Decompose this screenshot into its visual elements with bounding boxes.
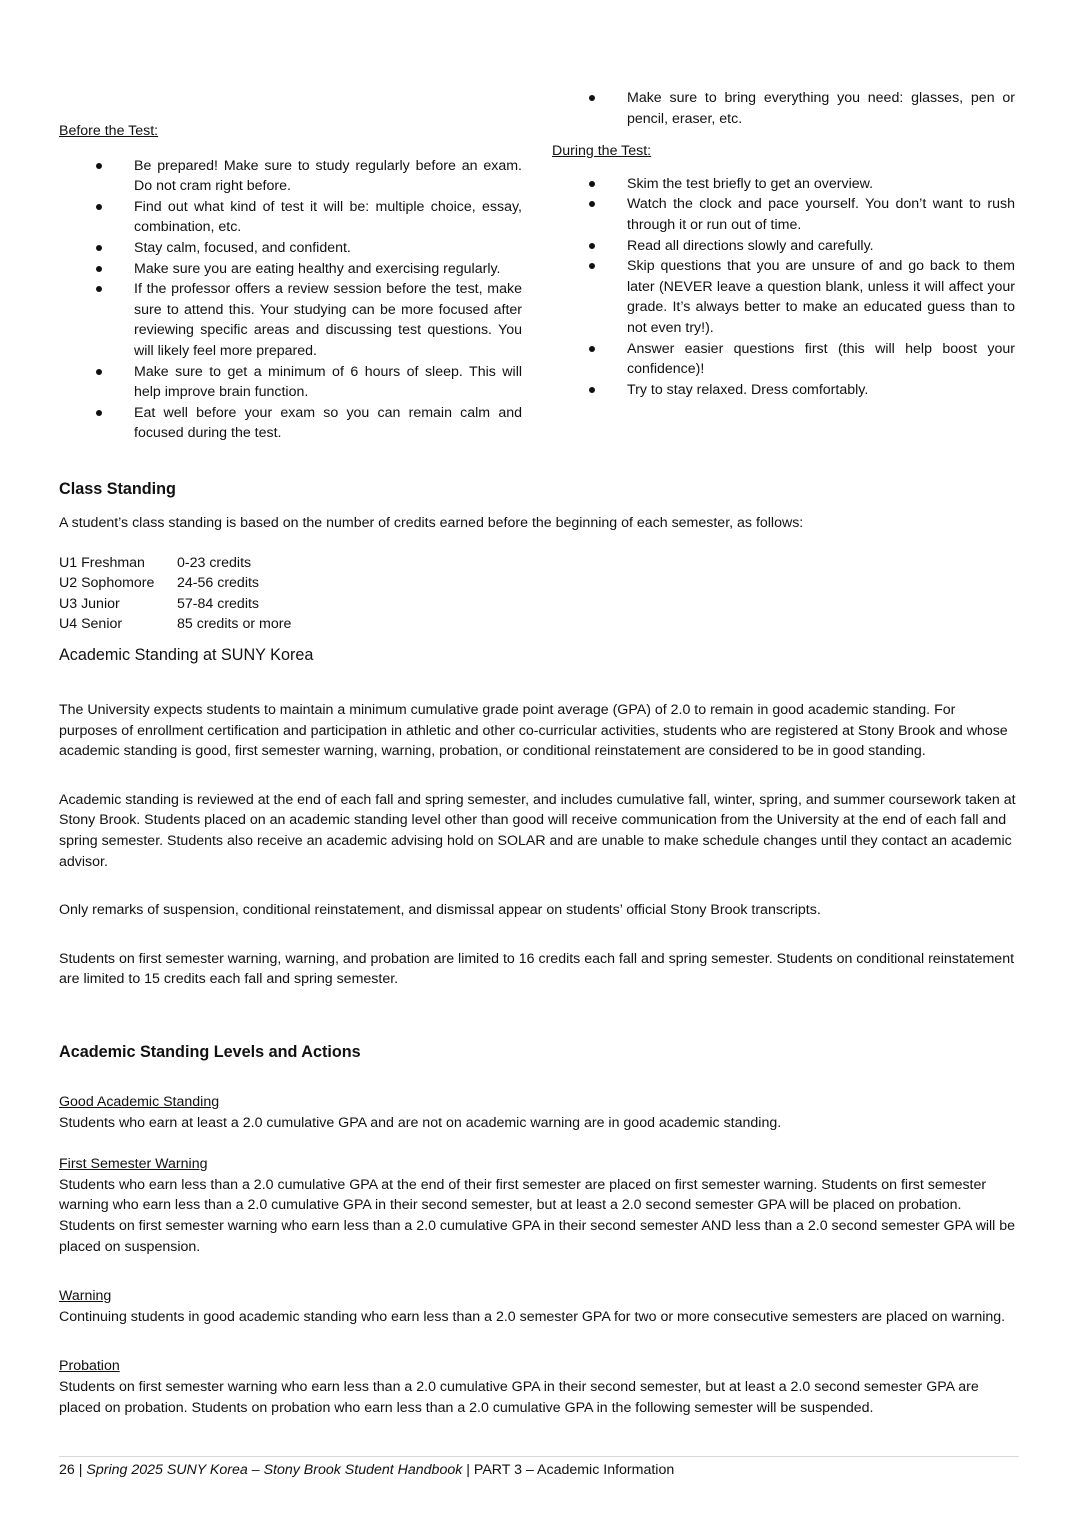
list-item: Answer easier questions first (this will help boost your confidence)! xyxy=(552,339,1015,380)
probation-title: Probation xyxy=(59,1358,120,1375)
during-test-column xyxy=(552,88,1015,400)
bullet-icon xyxy=(589,201,595,207)
publication-title: Spring 2025 SUNY Korea – Stony Brook Student Handbook xyxy=(86,1462,463,1478)
standing-levels-heading: Academic Standing Levels and Actions xyxy=(59,1043,361,1061)
before-test-column xyxy=(59,121,522,444)
academic-standing-paragraph: Only remarks of suspension, conditional reinstatement, and dismissal appear on students’ official Stony Brook transcripts. xyxy=(59,902,821,919)
standing-credits: 24-56 credits xyxy=(177,575,260,592)
during-test-heading: During the Test: xyxy=(552,143,652,160)
bullet-icon xyxy=(589,346,595,352)
academic-standing-paragraph: The University expects students to maintain a minimum cumulative grade point average (GPA) of 2.0 to remain in good academic standing. For purposes of enrollment certification and participation in athletic and other co-curricular activities, students who are registered at Stony Brook and whose academic standing is good, first semester warning, warning, probation, or conditional reinstatement are considered to be in good standing. xyxy=(59,702,1008,760)
class-standing-heading: Class Standing xyxy=(59,480,176,498)
good-standing-text: Students who earn at least a 2.0 cumulative GPA and are not on academic warning are in good academic standing. xyxy=(59,1114,782,1131)
table-row xyxy=(59,614,291,635)
class-standing-intro: A student’s class standing is based on the number of credits earned before the beginning of each semester, as follows: xyxy=(59,515,804,531)
list-item: Eat well before your exam so you can remain calm and focused during the test. xyxy=(59,403,522,444)
standing-credits: 85 credits or more xyxy=(177,616,292,633)
table-row xyxy=(59,594,291,615)
table-row xyxy=(59,553,291,574)
bullet-icon xyxy=(589,243,595,249)
academic-standing-section xyxy=(59,700,1017,990)
class-standing-table xyxy=(59,553,291,635)
academic-standing-paragraph: Academic standing is reviewed at the end of each fall and spring semester, and includes cumulative fall, winter, spring, and summer coursework taken at Stony Brook. Students placed on an academic standing level other than good will receive communication from the University at the end of each fall and spring semester. Students also receive an academic advising hold on SOLAR and are unable to make schedule changes until they contact an academic advisor. xyxy=(59,791,1016,870)
list-item: Watch the clock and pace yourself. You don’t want to rush through it or run out of time. xyxy=(552,194,1015,235)
list-item: Try to stay relaxed. Dress comfortably. xyxy=(552,380,1015,401)
standing-level: U2 Sophomore xyxy=(59,575,155,592)
bullet-icon xyxy=(96,369,102,375)
bullet-icon xyxy=(589,263,595,269)
bullet-icon xyxy=(96,410,102,416)
warning-text: Continuing students in good academic standing who earn less than a 2.0 semester GPA for two or more consecutive semesters are placed on warning. xyxy=(59,1308,1006,1325)
during-test-list xyxy=(552,174,1015,401)
bullet-icon xyxy=(589,95,595,101)
before-test-continued-list xyxy=(59,88,1015,129)
list-item: Skip questions that you are unsure of and go back to them later (NEVER leave a question blank, unless it will affect your grade. It’s always better to make an educated guess than to not even try!). xyxy=(552,256,1015,338)
bullet-icon xyxy=(96,204,102,210)
first-warning-title: First Semester Warning xyxy=(59,1156,208,1173)
list-item: Stay calm, focused, and confident. xyxy=(59,238,522,259)
bullet-icon xyxy=(96,266,102,272)
standing-level: U1 Freshman xyxy=(59,554,145,571)
standing-credits: 57-84 credits xyxy=(177,595,260,612)
bullet-icon xyxy=(96,286,102,292)
list-item: Make sure you are eating healthy and exercising regularly. xyxy=(59,259,522,280)
good-standing-title: Good Academic Standing xyxy=(59,1094,220,1110)
footer-separator: | xyxy=(466,1462,470,1478)
list-item: Read all directions slowly and carefully. xyxy=(552,236,1015,257)
page-number: 26 xyxy=(59,1462,75,1478)
before-test-heading: Before the Test: xyxy=(59,123,159,139)
page-footer xyxy=(59,1460,1019,1480)
probation-text: Students on first semester warning who earn less than a 2.0 cumulative GPA in their second semester, but at least a 2.0 second semester GPA are placed on probation. Students on probation who earn less than a 2.0 cumulative GPA in the following semester will be suspended. xyxy=(59,1378,979,1416)
standing-level: U4 Senior xyxy=(59,616,123,633)
bullet-icon xyxy=(589,387,595,393)
bullet-icon xyxy=(96,245,102,251)
bullet-icon xyxy=(589,181,595,187)
class-standing-section xyxy=(59,478,1017,666)
list-item: Make sure to bring everything you need: glasses, pen or pencil, eraser, etc. xyxy=(552,88,1015,129)
list-item: Find out what kind of test it will be: multiple choice, essay, combination, etc. xyxy=(59,197,522,238)
list-item: Make sure to get a minimum of 6 hours of sleep. This will help improve brain function. xyxy=(59,362,522,403)
footer-divider xyxy=(59,1456,1019,1457)
table-row xyxy=(59,573,291,594)
footer-separator: | xyxy=(78,1462,83,1478)
before-test-list xyxy=(59,156,522,444)
list-item: If the professor offers a review session before the test, make sure to attend this. Your studying can be more focused after reviewing specific areas and discussing test questions. You will likely feel more prepared. xyxy=(59,279,522,361)
warning-title: Warning xyxy=(59,1288,112,1305)
list-item: Be prepared! Make sure to study regularly before an exam. Do not cram right before. xyxy=(59,156,522,197)
first-warning-text: Students who earn less than a 2.0 cumulative GPA at the end of their first semester are placed on first semester warning. Students on first semester warning who earn less than a 2.0 cumulative GPA in their second semester, but at least a 2.0 second semester GPA will be placed on probation. Students on first semester warning who earn less than a 2.0 cumulative GPA in their second semester AND less than a 2.0 second semester GPA will be placed on suspension. xyxy=(59,1176,1016,1255)
academic-standing-paragraph: Students on first semester warning, warning, and probation are limited to 16 credits each fall and spring semester. Students on conditional reinstatement are limited to 15 credits each fall and spring semester. xyxy=(59,950,1015,988)
bullet-icon xyxy=(96,163,102,169)
list-item: Skim the test briefly to get an overview. xyxy=(552,174,1015,195)
standing-levels-section xyxy=(59,1041,1017,1418)
section-title: PART 3 – Academic Information xyxy=(473,1462,675,1478)
academic-standing-heading: Academic Standing at SUNY Korea xyxy=(59,645,314,664)
standing-credits: 0-23 credits xyxy=(177,554,252,571)
standing-level: U3 Junior xyxy=(59,595,120,612)
